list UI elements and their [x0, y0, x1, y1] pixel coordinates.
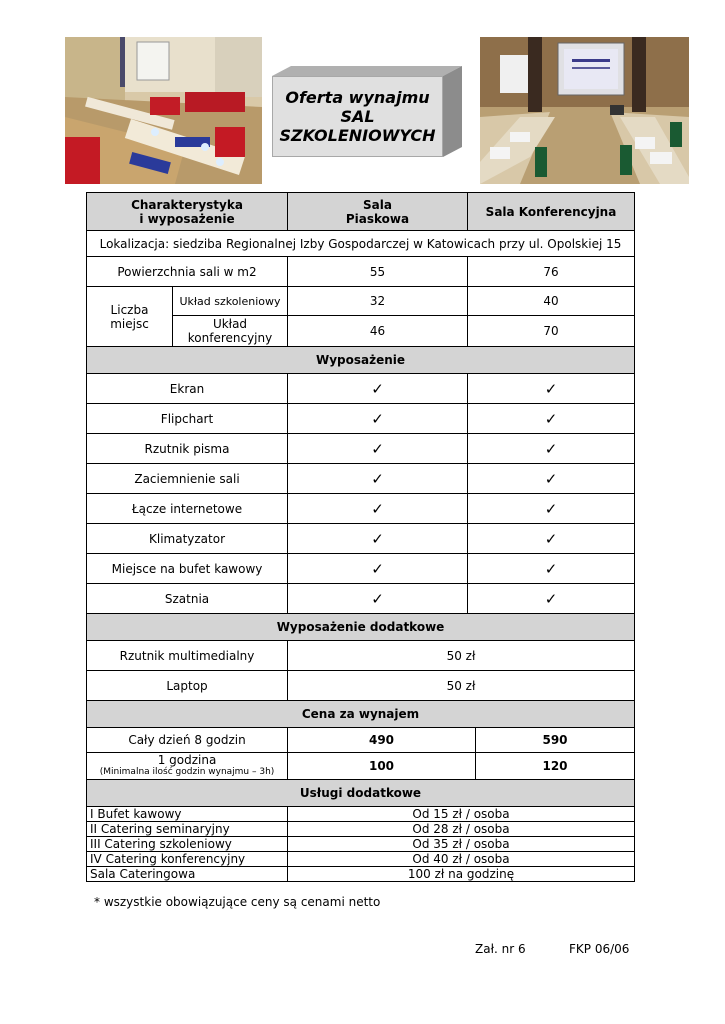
equipment-item: Flipchart — [87, 404, 288, 434]
price-full-day-konferencyjna: 590 — [476, 728, 635, 753]
seats-conference-piaskowa: 46 — [288, 316, 468, 347]
area-piaskowa: 55 — [288, 257, 468, 287]
header-characteristics: Charakterystyka i wyposażenie — [87, 193, 288, 231]
equipment-item: Klimatyzator — [87, 524, 288, 554]
document-code: FKP 06/06 — [569, 942, 630, 956]
equipment-section-header: Wyposażenie — [87, 347, 635, 374]
price-hour-piaskowa: 100 — [288, 753, 476, 780]
check-icon: ✓ — [288, 404, 468, 434]
service-item: II Catering seminaryjny — [87, 822, 288, 837]
seats-conference-label: Układ konferencyjny — [173, 316, 288, 347]
price-hour-label: 1 godzina (Minimalna ilość godzin wynajmu – 3h) — [87, 753, 288, 780]
page-title: Oferta wynajmu SAL SZKOLENIOWYCH — [279, 88, 436, 145]
service-item: I Bufet kawowy — [87, 807, 288, 822]
location-row: Lokalizacja: siedziba Regionalnej Izby Gospodarczej w Katowicach przy ul. Opolskiej 15 — [87, 231, 635, 257]
service-item: IV Catering konferencyjny — [87, 852, 288, 867]
area-label: Powierzchnia sali w m2 — [87, 257, 288, 287]
check-icon: ✓ — [288, 374, 468, 404]
attachment-number: Zał. nr 6 — [475, 942, 526, 956]
check-icon: ✓ — [468, 554, 635, 584]
minimum-hours-note: (Minimalna ilość godzin wynajmu – 3h) — [99, 767, 275, 777]
seats-conference-konferencyjna: 70 — [468, 316, 635, 347]
service-price: Od 40 zł / osoba — [288, 852, 635, 867]
seats-label: Liczba miejsc — [87, 287, 173, 347]
extra-equipment-price: 50 zł — [288, 671, 635, 701]
equipment-item: Szatnia — [87, 584, 288, 614]
check-icon: ✓ — [468, 404, 635, 434]
extra-equipment-price: 50 zł — [288, 641, 635, 671]
title-box — [272, 66, 462, 157]
extra-equipment-item: Laptop — [87, 671, 288, 701]
equipment-item: Ekran — [87, 374, 288, 404]
check-icon: ✓ — [468, 524, 635, 554]
area-konferencyjna: 76 — [468, 257, 635, 287]
price-full-day-piaskowa: 490 — [288, 728, 476, 753]
check-icon: ✓ — [468, 494, 635, 524]
seats-training-konferencyjna: 40 — [468, 287, 635, 316]
offer-table — [86, 192, 635, 882]
service-item: Sala Cateringowa — [87, 867, 288, 882]
header-konferencyjna: Sala Konferencyjna — [468, 193, 635, 231]
check-icon: ✓ — [288, 494, 468, 524]
extra-equipment-section-header: Wyposażenie dodatkowe — [87, 614, 635, 641]
price-hour-konferencyjna: 120 — [476, 753, 635, 780]
check-icon: ✓ — [468, 464, 635, 494]
check-icon: ✓ — [288, 584, 468, 614]
check-icon: ✓ — [468, 584, 635, 614]
service-price: Od 28 zł / osoba — [288, 822, 635, 837]
training-room-photo — [65, 37, 262, 184]
services-section-header: Usługi dodatkowe — [87, 780, 635, 807]
service-price: 100 zł na godzinę — [288, 867, 635, 882]
equipment-item: Łącze internetowe — [87, 494, 288, 524]
equipment-item: Miejsce na bufet kawowy — [87, 554, 288, 584]
equipment-item: Zaciemnienie sali — [87, 464, 288, 494]
extra-equipment-item: Rzutnik multimedialny — [87, 641, 288, 671]
service-price: Od 15 zł / osoba — [288, 807, 635, 822]
check-icon: ✓ — [468, 374, 635, 404]
net-prices-footnote: * wszystkie obowiązujące ceny są cenami netto — [94, 895, 381, 909]
check-icon: ✓ — [288, 554, 468, 584]
pricing-section-header: Cena za wynajem — [87, 701, 635, 728]
header-piaskowa: Sala Piaskowa — [288, 193, 468, 231]
check-icon: ✓ — [288, 434, 468, 464]
conference-room-photo — [480, 37, 689, 184]
check-icon: ✓ — [288, 524, 468, 554]
seats-training-piaskowa: 32 — [288, 287, 468, 316]
equipment-item: Rzutnik pisma — [87, 434, 288, 464]
service-price: Od 35 zł / osoba — [288, 837, 635, 852]
check-icon: ✓ — [288, 464, 468, 494]
seats-training-label: Układ szkoleniowy — [173, 287, 288, 316]
price-full-day-label: Cały dzień 8 godzin — [87, 728, 288, 753]
check-icon: ✓ — [468, 434, 635, 464]
service-item: III Catering szkoleniowy — [87, 837, 288, 852]
